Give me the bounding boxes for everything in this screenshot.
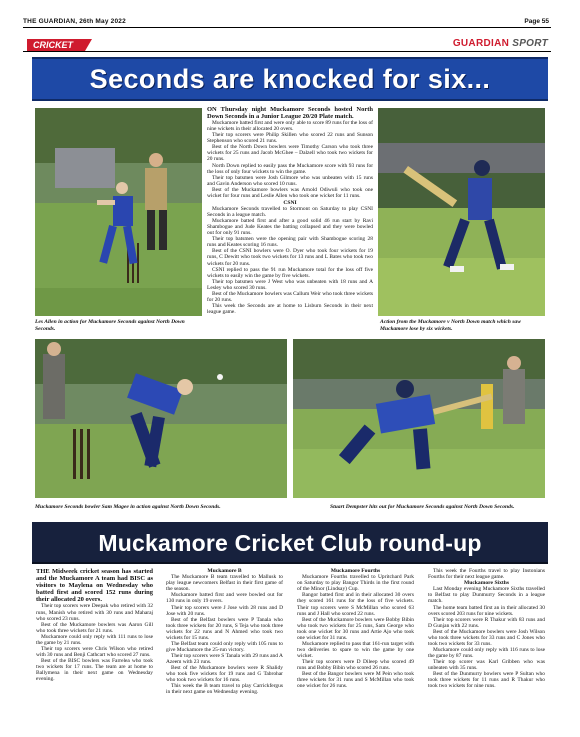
guardian-sport-logo xyxy=(453,38,548,49)
roundup-paragraph: Muckamore could only reply with 111 runs to lose the game by 21 runs. xyxy=(36,633,153,646)
section-rule xyxy=(23,51,551,52)
paper-name: THE GUARDIAN, 26th May 2022 xyxy=(23,18,126,25)
photo-sam-magee-bowling xyxy=(35,339,287,498)
article-paragraph: Best of the Muckamore bowlers was Arnold Odiwuli who took one wicket for four runs and Leslie Allen who took one wicket for 11 runs. xyxy=(207,186,373,199)
roundup-paragraph: Their top scorer was Karl Gribben who was unbeaten with 35 runs. xyxy=(428,658,545,671)
section-tag-cricket: CRICKET xyxy=(27,39,85,51)
headline-banner xyxy=(32,57,548,101)
article-paragraph: This week the Seconds are at home to Lisburn Seconds in their next league game. xyxy=(207,302,373,315)
roundup-paragraph: Bangor batted first and in their allocated 30 overs they scored 161 runs for the loss of five wickets. Their top scorers were S McMillan who scored 63 runs and J Hall who scored 22 runs. xyxy=(297,592,414,617)
caption-photo-1: Les Allen in action for Muckamore Seconds against North Down Seconds. xyxy=(35,319,185,332)
roundup-paragraph: The Muckamore B team travelled to Mallusk to play league newcomers Belfast in their first game of the season. xyxy=(166,574,283,593)
page-header xyxy=(0,0,580,30)
article-paragraph: Best of the Muckamore bowlers was Callum Weir who took three wickets for 20 runs. xyxy=(207,290,373,303)
roundup-paragraph: Best of the Dunmurry bowlers were P Sultan who took three wickets for 11 runs and R Thakur who took two wickets for nine runs. xyxy=(428,671,545,690)
roundup-paragraph: Their top scorers were J Jose with 28 runs and D Jose with 20 runs. xyxy=(166,604,283,617)
roundup-paragraph: This week the Fourths travel to play Instonians Fourths for their next league game. xyxy=(428,568,545,581)
seconds-article xyxy=(207,106,373,315)
roundup-paragraph: This week the B team travel to play Carrickfergus in their next game on Wednesday evening. xyxy=(166,683,283,696)
article-paragraph: Muckamore batted first and after a good solid 46 run start by Ravi Shambogue and Jude Keates the batting collapsed and they were bowled out for only 91 runs. xyxy=(207,218,373,237)
caption-photo-3: Muckamore Seconds bowler Sam Magee in action against North Down Seconds. xyxy=(35,504,221,510)
article-paragraph: CSNI replied to pass the 91 run Muckamore total for the loss off five wickets to easily win the game by five wickets. xyxy=(207,266,373,279)
brand-sport: SPORT xyxy=(512,38,548,49)
roundup-paragraph: The home team batted first an in their allocated 30 overs scored 203 runs for nine wickets. xyxy=(428,604,545,617)
roundup-paragraph: Muckamore batted first and were bowled out for 130 runs in only 19 overs. xyxy=(166,592,283,605)
page-number: Page 55 xyxy=(524,18,549,25)
caption-photo-4: Stuart Dempster hits out for Muckamore Seconds against North Down Seconds. xyxy=(330,504,515,510)
roundup-lead: THE Midweek cricket season has started and the Muckamore A team had BISC as visitors to Maylena on Wednesday who batted first and scored 152 runs during their allocated 20 overs. xyxy=(36,568,153,604)
roundup-paragraph: Best of the Muckamore bowlers were Bobby Bibin who took two wickets for 25 runs, Sam George who took one wicket for 30 runs and Artie Ajo who took one wicket for 31 runs. xyxy=(297,616,414,641)
article-paragraph: North Down replied to easily pass the Muckamore score with 93 runs for the loss of only four wickets to win the game. xyxy=(207,162,373,175)
photo-stuart-dempster-batting xyxy=(293,339,545,498)
article-paragraph: Their top batsmen were the opening pair with Shambogue scoring 28 runs and Keates scoring 16 runs. xyxy=(207,236,373,249)
roundup-paragraph: Best of the Belfast bowlers were P Tanala who took three wickets for 20 runs, S Teja who took three wickets for 22 runs and N Ahmed who took two wickets for 15 runs. xyxy=(166,616,283,641)
roundup-paragraph: Last Monday evening Muckamore Sixths travelled to Belfast to play Dunmurry Seconds in a league match. xyxy=(428,586,545,605)
roundup-paragraph: Best of the BISC bowlers was Farrelea who took two wickets for 17 runs. The team are at home to Ballymena in their next game on Wednesday evening. xyxy=(36,657,153,683)
roundup-paragraph: Their top scorers were Chris Wilson who retired with 30 runs and Benji Cathcart who scored 27 runs. xyxy=(36,645,153,658)
roundup-paragraph: Best of the Muckamore bowlers were R Shalidy who took five wickets for 19 runs and G Tabrohar who took two wickets for 16 runs. xyxy=(166,665,283,684)
roundup-column-1 xyxy=(36,568,153,682)
roundup-paragraph: Their top scorers were R Thakur with 83 runs and D Gunjan with 22 runs. xyxy=(428,616,545,629)
roundup-paragraph: Their top scorers were Deepak who retired with 32 runs, Manish who retired with 30 runs and Maharaj who scored 23 runs. xyxy=(36,603,153,622)
roundup-paragraph: Best of the Muckamore bowlers was Aaron Gill who took three wickets for 21 runs. xyxy=(36,621,153,634)
article-lead: ON Thursday night Muckamore Seconds hosted North Down Seconds in a Junior League 20/20 Plate match. xyxy=(207,106,373,121)
subhead-muckamore-fourths: Muckamore Fourths xyxy=(330,568,381,574)
article-paragraph: Their top scorers were Philip Skillen who scored 22 runs and Sunson Stephenson who scored 21 runs. xyxy=(207,132,373,145)
roundup-title: Muckamore Cricket Club round-up xyxy=(98,530,482,556)
roundup-paragraph: Their top scorers were S Tanala with 29 runs and A Azeem with 23 runs. xyxy=(166,652,283,665)
photo-les-allen xyxy=(35,108,202,316)
headline: Seconds are knocked for six... xyxy=(89,64,491,94)
roundup-paragraph: Muckamore Fourths travelled to Upritchard Park on Saturday to play Bangor Thirds in the first round of the Minor (Lindsay) Cup. xyxy=(297,574,414,593)
photo-batsman-north-down xyxy=(378,108,545,316)
roundup-column-4 xyxy=(428,568,545,689)
roundup-column-2 xyxy=(166,568,283,695)
roundup-paragraph: Best of the Muckamore bowlers were Josh Wilson who took three wickets for 33 runs and C Jones who took two wickets for 33 runs. xyxy=(428,628,545,647)
subhead-muckamore-b: Muckamore B xyxy=(207,568,242,574)
article-paragraph: Their top batsmen were Josh Gilmore who was unbeaten with 15 runs and Gavin Anderson who scored 10 runs. xyxy=(207,174,373,187)
roundup-paragraph: Their top scorers were D Dileep who scored 49 runs and Bobby Bibin who scored 26 runs. xyxy=(297,658,414,671)
roundup-column-3 xyxy=(297,568,414,689)
article-paragraph: Best of the CSNI bowlers were O. Dyer who took four wickets for 19 runs, C Dewitt who took two wickets for 13 runs and L Bates who took two wickets for 20 runs. xyxy=(207,248,373,267)
roundup-paragraph: Best of the Bangor bowlers were M Pein who took three wickets for 31 runs and S McMillan who took one wicket for 26 runs. xyxy=(297,671,414,690)
brand-name: GUARDIAN xyxy=(452,38,510,49)
roundup-paragraph: Muckamore replied to pass that 161-run target with two deliveries to spare to win the game by one wicket. xyxy=(297,640,414,659)
article-paragraph: Muckamore Seconds travelled to Stormont on Saturday to play CSNI Seconds in a league match. xyxy=(207,206,373,219)
header-rule xyxy=(23,27,551,28)
article-paragraph: Best of the North Down bowlers were Timothy Carson who took three wickets for 25 runs and Jacob McGhee – Dalzell who took two wickets for 20 runs. xyxy=(207,144,373,163)
subhead-csni: CSNI xyxy=(283,199,297,206)
roundup-paragraph: The Belfast team could only reply with 105 runs to give Muckamore the 25-run victory. xyxy=(166,640,283,653)
article-paragraph: Their top batsmen were J West who was unbeaten with 18 runs and A Lesley who scored 30 runs. xyxy=(207,278,373,291)
roundup-banner xyxy=(32,522,548,564)
caption-photo-2: Action from the Muckamore v North Down match which saw Muckamore lose by six wickets. xyxy=(380,319,521,332)
roundup-paragraph: Muckamore could only reply with 116 runs to lose the game by 87 runs. xyxy=(428,646,545,659)
article-paragraph: Muckamore batted first and were only able to score 89 runs for the loss of nine wickets in their allocated 20 overs. xyxy=(207,120,373,133)
subhead-muckamore-sixths: Muckamore Sixths xyxy=(463,580,510,587)
